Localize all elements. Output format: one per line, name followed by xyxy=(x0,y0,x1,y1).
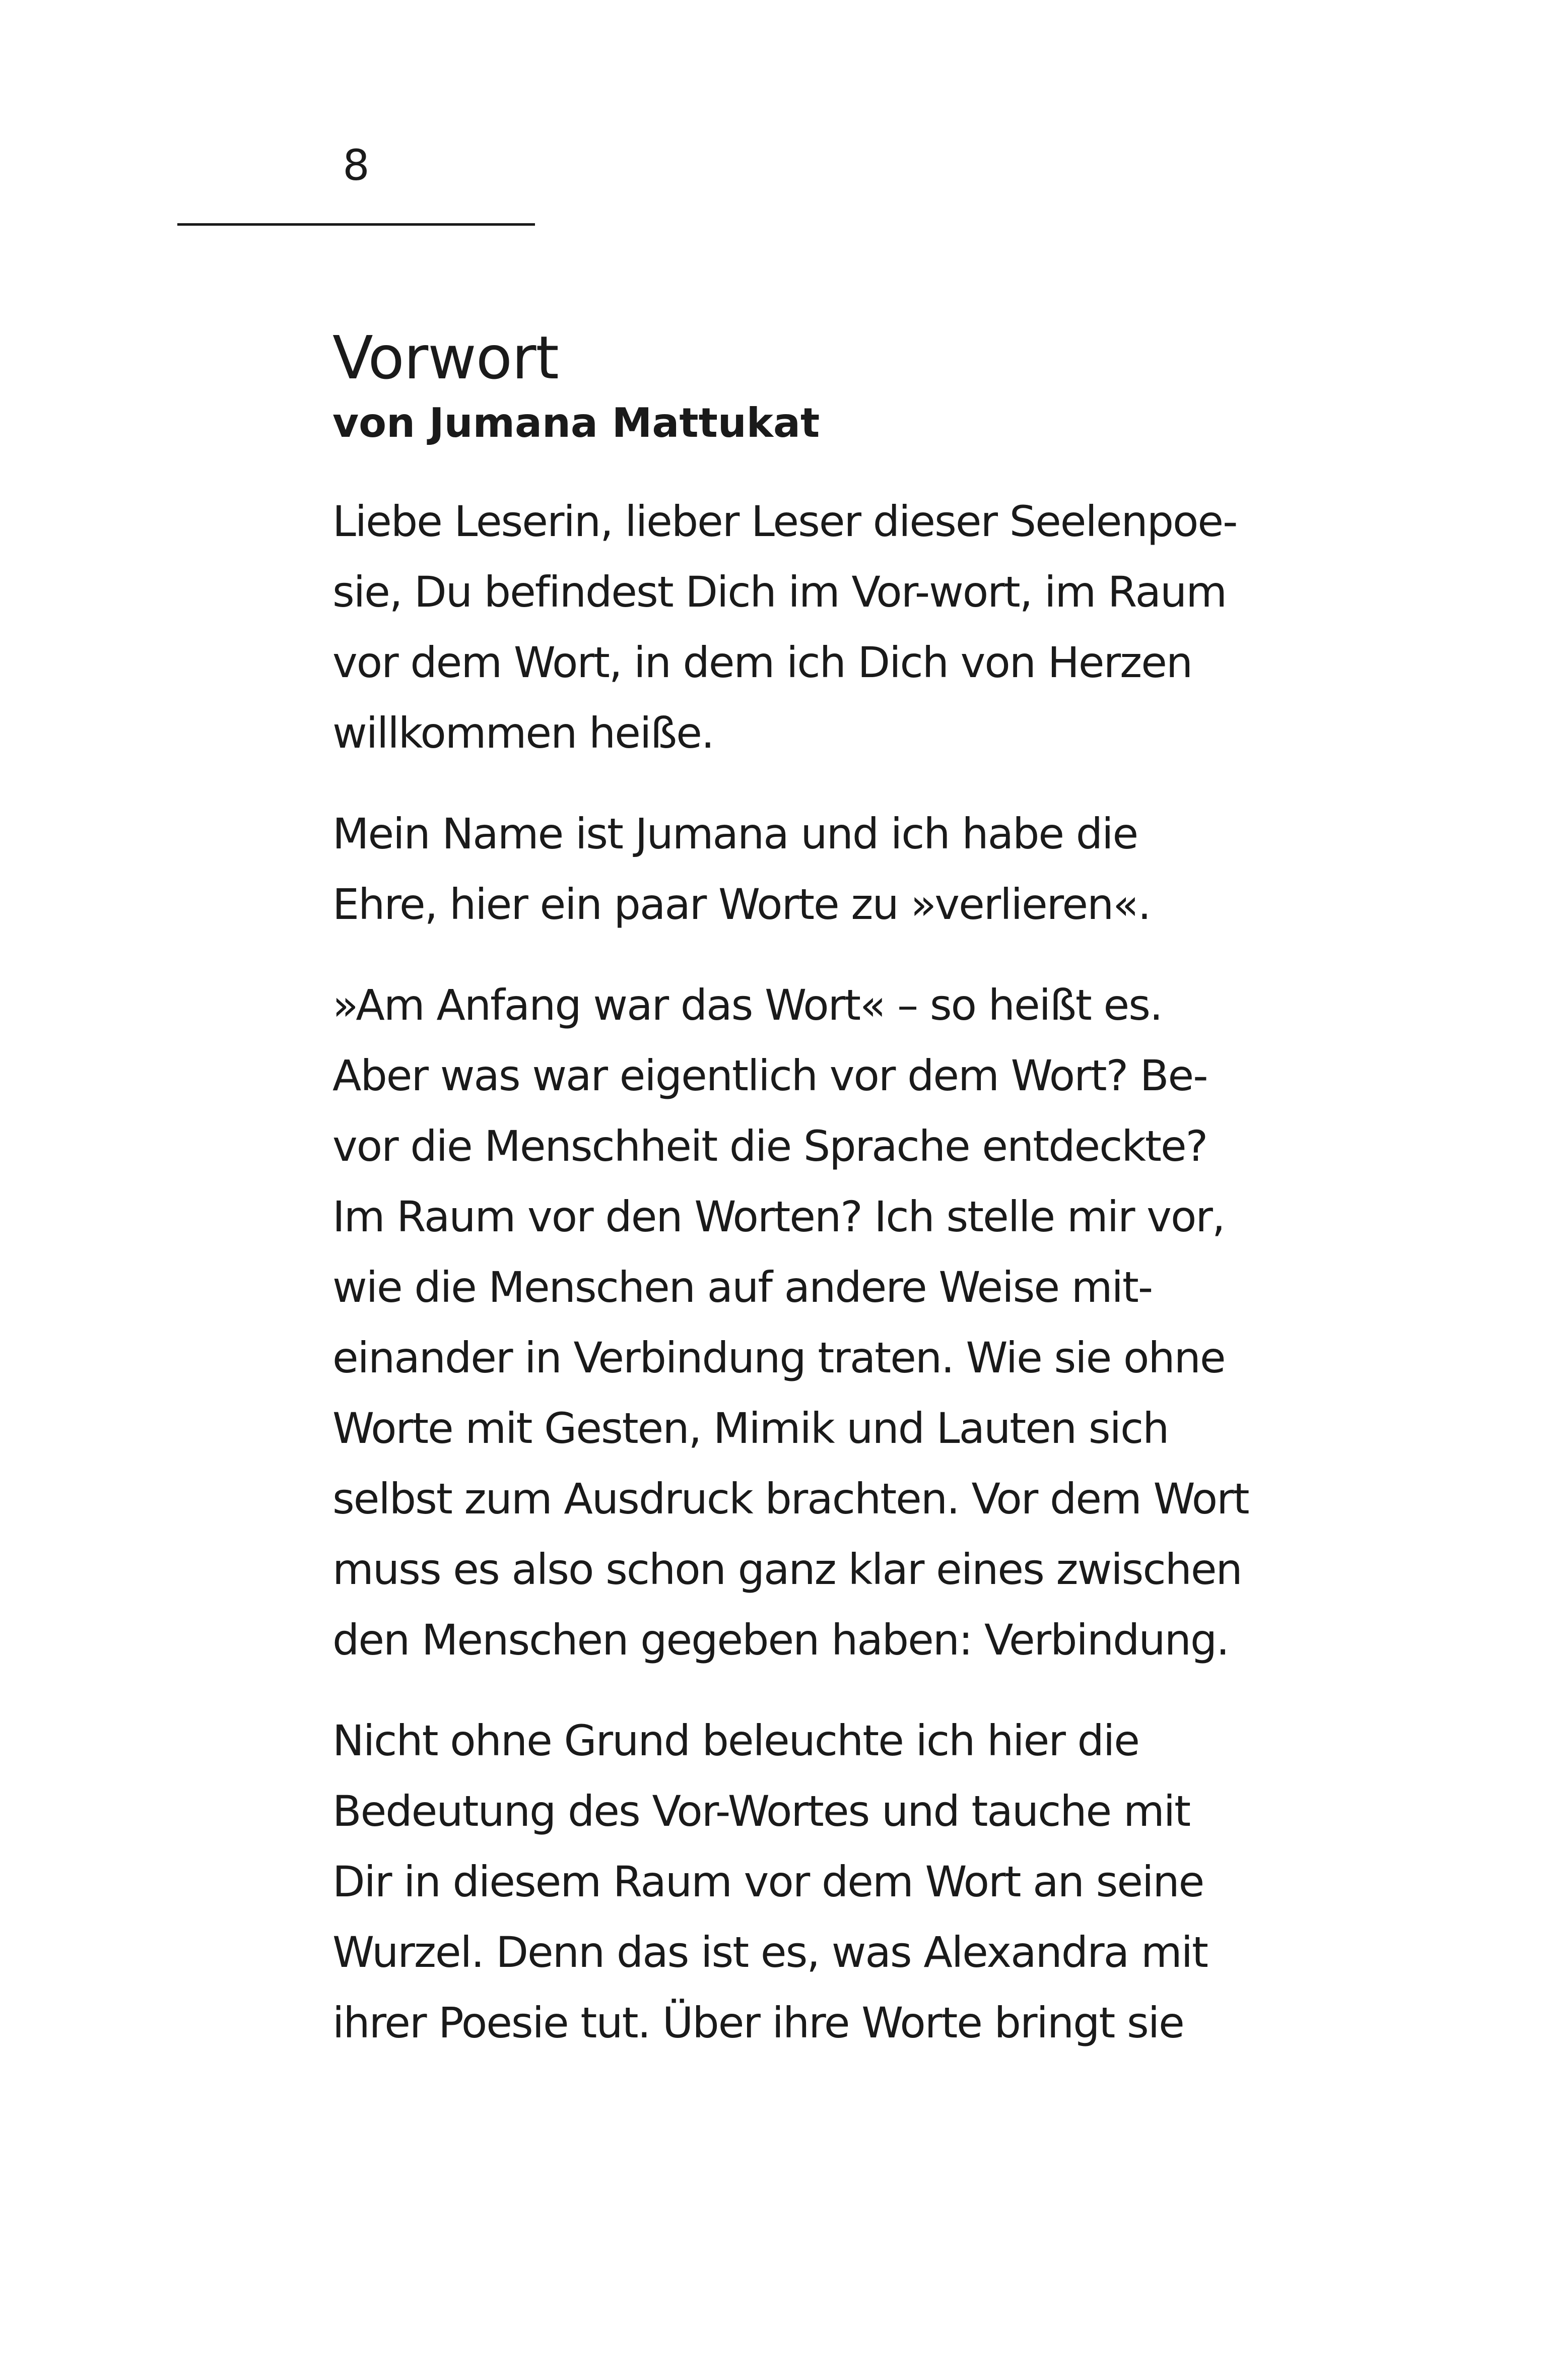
text-line: ihrer Poesie tut. Über ihre Worte bringt sie xyxy=(332,1998,1184,2047)
text-line: Mein Name ist Jumana und ich habe die xyxy=(332,809,1138,858)
text-line: einander in Verbindung traten. Wie sie ohne xyxy=(332,1333,1225,1382)
header-rule xyxy=(177,223,535,226)
text-line: vor die Menschheit die Sprache entdeckte? xyxy=(332,1121,1207,1171)
text-line: sie, Du befindest Dich im Vor-wort, im Raum xyxy=(332,567,1227,617)
text-line: Aber was war eigentlich vor dem Wort? Be- xyxy=(332,1051,1207,1100)
text-line: Worte mit Gesten, Mimik und Lauten sich xyxy=(332,1404,1169,1453)
text-line: den Menschen gegeben haben: Verbindung. xyxy=(332,1615,1229,1665)
text-line: selbst zum Ausdruck brachten. Vor dem Wort xyxy=(332,1474,1249,1524)
text-line: Liebe Leserin, lieber Leser dieser Seelenpoe- xyxy=(332,497,1237,546)
text-line: muss es also schon ganz klar eines zwischen xyxy=(332,1545,1242,1594)
paragraph-2 xyxy=(332,799,1290,940)
text-line: Dir in diesem Raum vor dem Wort an seine xyxy=(332,1857,1204,1906)
page-number: 8 xyxy=(343,141,370,190)
paragraph-4 xyxy=(332,1705,1290,2058)
paragraph-1 xyxy=(332,486,1290,768)
text-line: willkommen heiße. xyxy=(332,708,714,758)
text-line: Bedeutung des Vor-Wortes und tauche mit xyxy=(332,1787,1190,1836)
text-line: wie die Menschen auf andere Weise mit- xyxy=(332,1263,1153,1312)
text-line: Im Raum vor den Worten? Ich stelle mir vor, xyxy=(332,1192,1225,1241)
chapter-title: Vorwort xyxy=(332,323,559,392)
text-line: Ehre, hier ein paar Worte zu »verlieren«. xyxy=(332,880,1151,929)
text-line: Nicht ohne Grund beleuchte ich hier die xyxy=(332,1716,1139,1765)
page-content xyxy=(332,320,1290,2058)
text-line: vor dem Wort, in dem ich Dich von Herzen xyxy=(332,638,1192,687)
text-line: »Am Anfang war das Wort« – so heißt es. xyxy=(332,980,1162,1030)
text-line: Wurzel. Denn das ist es, was Alexandra mit xyxy=(332,1928,1207,1977)
chapter-author: von Jumana Mattukat xyxy=(332,400,820,446)
paragraph-3 xyxy=(332,970,1290,1675)
